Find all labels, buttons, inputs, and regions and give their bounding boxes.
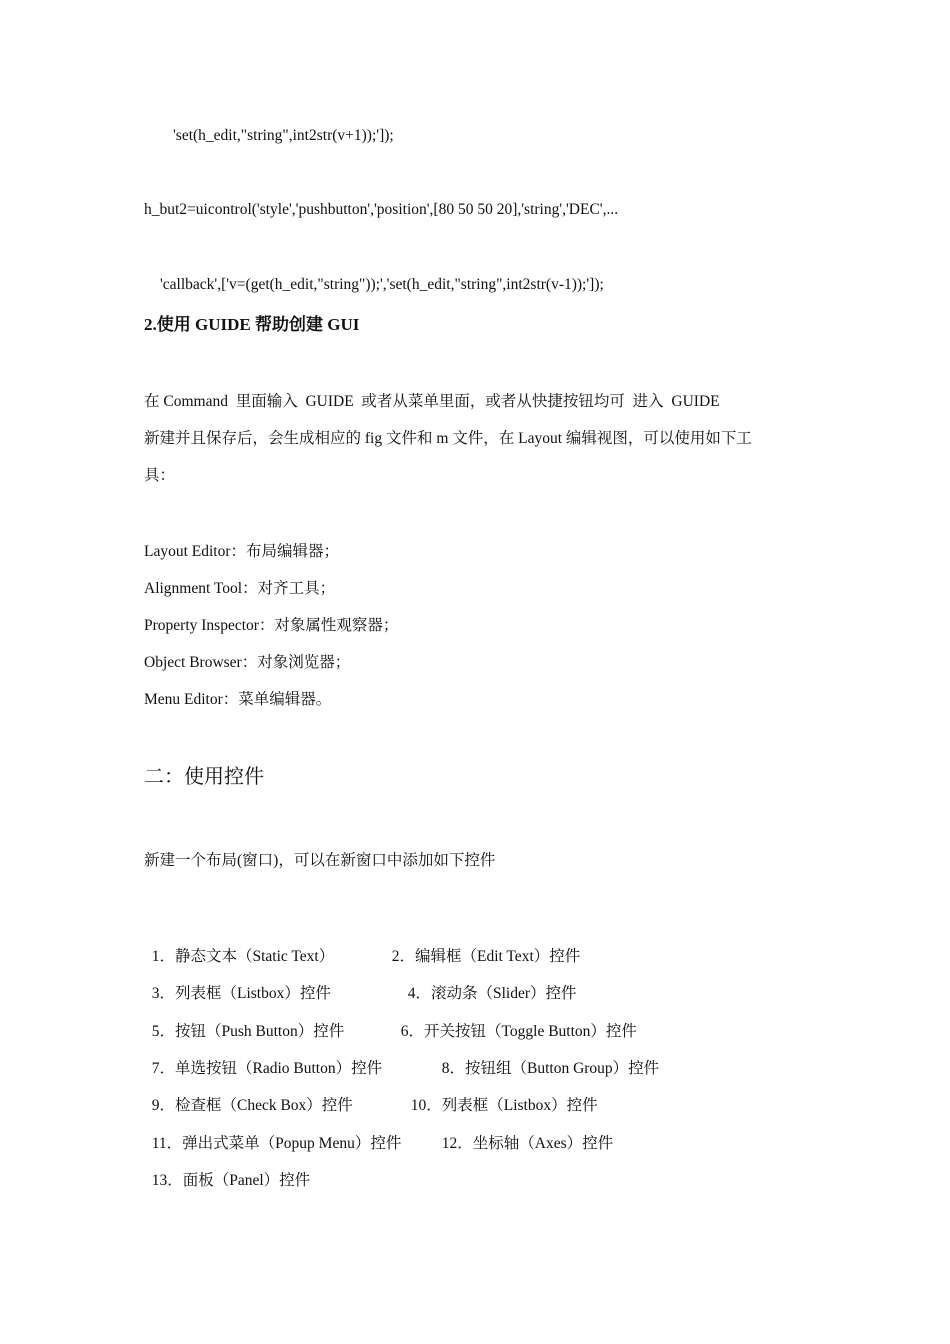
control-list-row-1 (144, 927, 580, 967)
control-list-row-3 (144, 1002, 637, 1042)
control-item-1: 1．静态文本（Static Text） (151, 948, 335, 965)
controls-heading: 二：使用控件 (144, 764, 264, 788)
control-item-11: 11．弹出式菜单（Popup Menu）控件 (151, 1135, 402, 1152)
control-item-2: 2．编辑框（Edit Text）控件 (391, 948, 581, 965)
tool-item-alignment-tool: Alignment Tool：对齐工具； (144, 580, 336, 597)
control-list-row-2 (144, 964, 577, 1004)
guide-paragraph-1: 在 Command 里面输入 GUIDE 或者从菜单里面，或者从快捷按钮均可 进入 GUIDE (144, 393, 720, 410)
control-list-row-5 (144, 1076, 598, 1116)
control-item-8: 8．按钮组（Button Group）控件 (441, 1060, 660, 1077)
control-item-4: 4．滚动条（Slider）控件 (407, 985, 577, 1002)
control-item-3: 3．列表框（Listbox）控件 (151, 985, 331, 1002)
control-item-10: 10．列表框（Listbox）控件 (410, 1097, 598, 1114)
control-item-6: 6．开关按钮（Toggle Button）控件 (400, 1023, 637, 1040)
control-list-row-4 (144, 1039, 659, 1079)
code-line-3: 'callback',['v=(get(h_edit,"string"));','set(h_edit,"string",int2str(v-1));']); (160, 276, 604, 293)
tool-item-layout-editor: Layout Editor：布局编辑器； (144, 543, 340, 560)
control-item-13: 13．面板（Panel）控件 (151, 1172, 311, 1189)
control-item-7: 7．单选按钮（Radio Button）控件 (151, 1060, 383, 1077)
tool-item-menu-editor: Menu Editor：菜单编辑器。 (144, 691, 332, 708)
control-list-row-6 (144, 1114, 613, 1154)
guide-heading: 2.使用 GUIDE 帮助创建 GUI (144, 315, 360, 334)
guide-paragraph-2-line-2: 具： (144, 467, 176, 484)
control-item-9: 9．检查框（Check Box）控件 (151, 1097, 353, 1114)
code-line-2: h_but2=uicontrol('style','pushbutton','position',[80 50 50 20],'string','DEC',... (144, 201, 619, 218)
guide-paragraph-2-line-1: 新建并且保存后，会生成相应的 fig 文件和 m 文件，在 Layout 编辑视图，可以使用如下工 (144, 430, 752, 447)
tool-item-property-inspector: Property Inspector：对象属性观察器； (144, 617, 399, 634)
control-item-12: 12．坐标轴（Axes）控件 (441, 1135, 614, 1152)
controls-intro: 新建一个布局(窗口)，可以在新窗口中添加如下控件 (144, 852, 496, 869)
control-item-5: 5．按钮（Push Button）控件 (151, 1023, 345, 1040)
code-line-1: 'set(h_edit,"string",int2str(v+1));']); (173, 127, 394, 144)
control-list-row-7 (144, 1151, 310, 1191)
tool-item-object-browser: Object Browser：对象浏览器； (144, 654, 351, 671)
